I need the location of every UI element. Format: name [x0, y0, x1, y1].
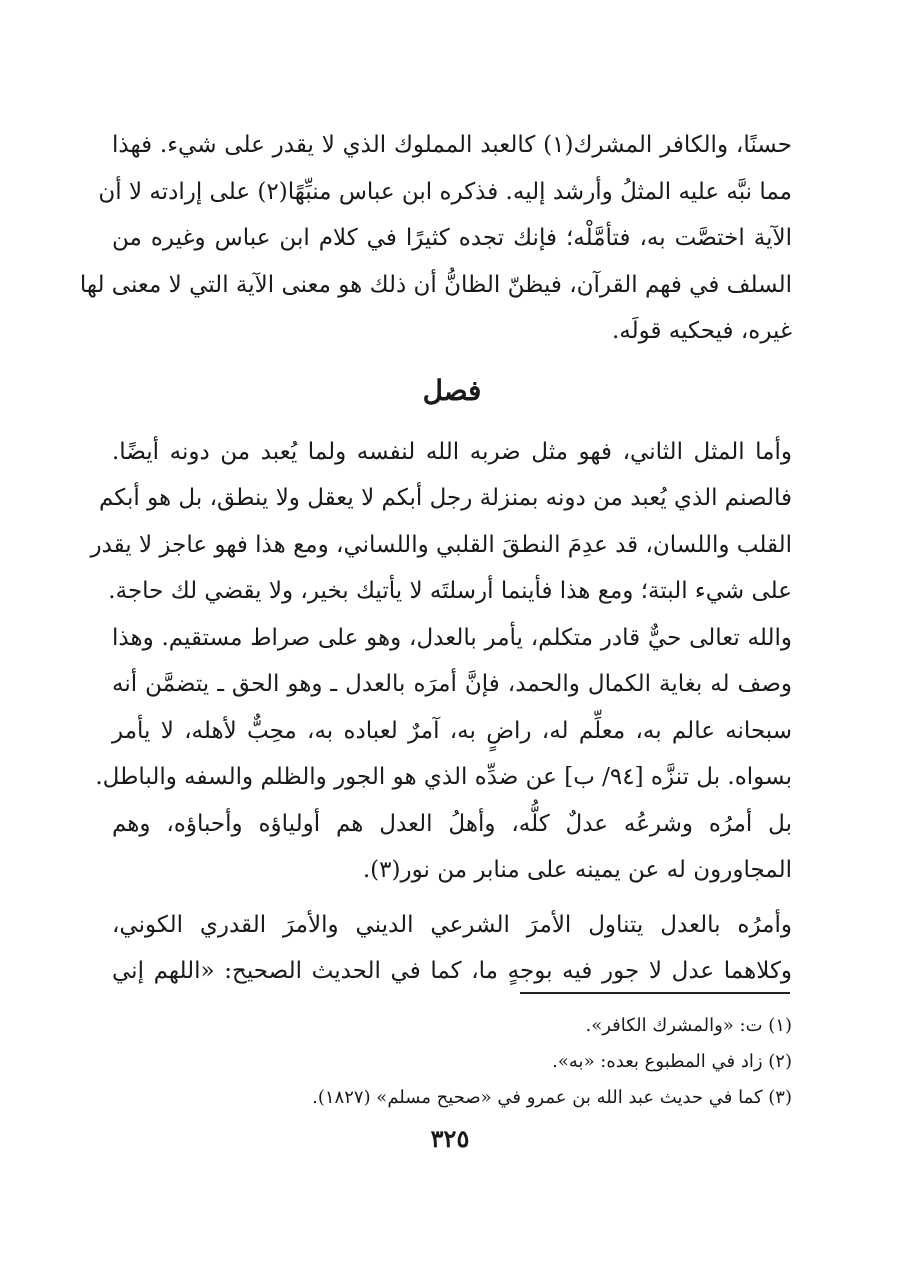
footnote: (١) ت: «والمشرك الكافر». — [585, 1015, 792, 1036]
footnote: (٣) كما في حديث عبد الله بن عمرو في «صحيح مسلم» (١٨٢٧). — [312, 1087, 792, 1108]
page-body — [79, 122, 792, 995]
footnotes — [112, 1008, 792, 1116]
text-line: وكلاهما عدل لا جور فيه بوجهٍ ما، كما في الحديث الصحيح: «اللهم إني — [112, 958, 792, 984]
text-line: القلب واللسان، قد عدِمَ النطقَ القلبي واللساني، ومع هذا فهو عاجز لا يقدر — [90, 531, 792, 558]
text-line: الآية اختصَّت به، فتأمَّلْه؛ فإنك تجده كثيرًا في كلام ابن عباس وغيره من — [112, 225, 792, 251]
paragraph — [112, 902, 792, 995]
section-heading: فصل — [422, 373, 482, 407]
text-line: السلف في فهم القرآن، فيظنّ الظانُّ أن ذلك هو معنى الآية التي لا معنى لها — [79, 271, 792, 298]
text-line: بسواه. بل تنزَّه [٩٤/ ب] عن ضدِّه الذي هو الجور والظلم والسفه والباطل. — [95, 764, 792, 790]
text-line: مما نبَّه عليه المثلُ وأرشد إليه. فذكره ابن عباس منبِّهًا(٢) على إرادته لا أن — [98, 178, 792, 205]
text-line: وصف له بغاية الكمال والحمد، فإنَّ أمرَه بالعدل ـ وهو الحق ـ يتضمَّن أنه — [112, 671, 792, 697]
text-line: بل أمرُه وشرعُه عدلٌ كلُّه، وأهلُ العدل هم أولياؤه وأحباؤه، وهم — [112, 810, 792, 837]
text-line: سبحانه عالم به، معلِّم له، راضٍ به، آمرٌ لعباده به، محِبٌّ لأهله، لا يأمر — [112, 717, 792, 744]
text-line: وأمرُه بالعدل يتناول الأمرَ الشرعي الديني والأمرَ القدري الكوني، — [112, 911, 792, 938]
paragraph — [90, 429, 792, 894]
page-number: ٣٢٥ — [430, 1124, 470, 1153]
text-line: غيره، فيحكيه قولَه. — [611, 318, 792, 344]
text-line: وأما المثل الثاني، فهو مثل ضربه الله لنفسه ولما يُعبد من دونه أيضًا. — [112, 438, 792, 465]
text-line: فالصنم الذي يُعبد من دونه بمنزلة رجل أبكم لا يعقل ولا ينطق، بل هو أبكم — [99, 485, 792, 511]
footnote: (٢) زاد في المطبوع بعده: «به». — [552, 1051, 792, 1072]
text-line: على شيء البتة؛ ومع هذا فأينما أرسلتَه لا يأتيك بخير، ولا يقضي لك حاجة. — [108, 578, 792, 604]
text-line: حسنًا، والكافر المشرك(١) كالعبد المملوك الذي لا يقدر على شيء. فهذا — [112, 132, 792, 158]
text-line: المجاورون له عن يمينه على منابر من نور(٣). — [362, 857, 792, 883]
footnote-separator — [520, 992, 790, 994]
paragraph — [79, 122, 792, 355]
text-line: والله تعالى حيٌّ قادر متكلم، يأمر بالعدل، وهو على صراط مستقيم. وهذا — [112, 624, 792, 651]
